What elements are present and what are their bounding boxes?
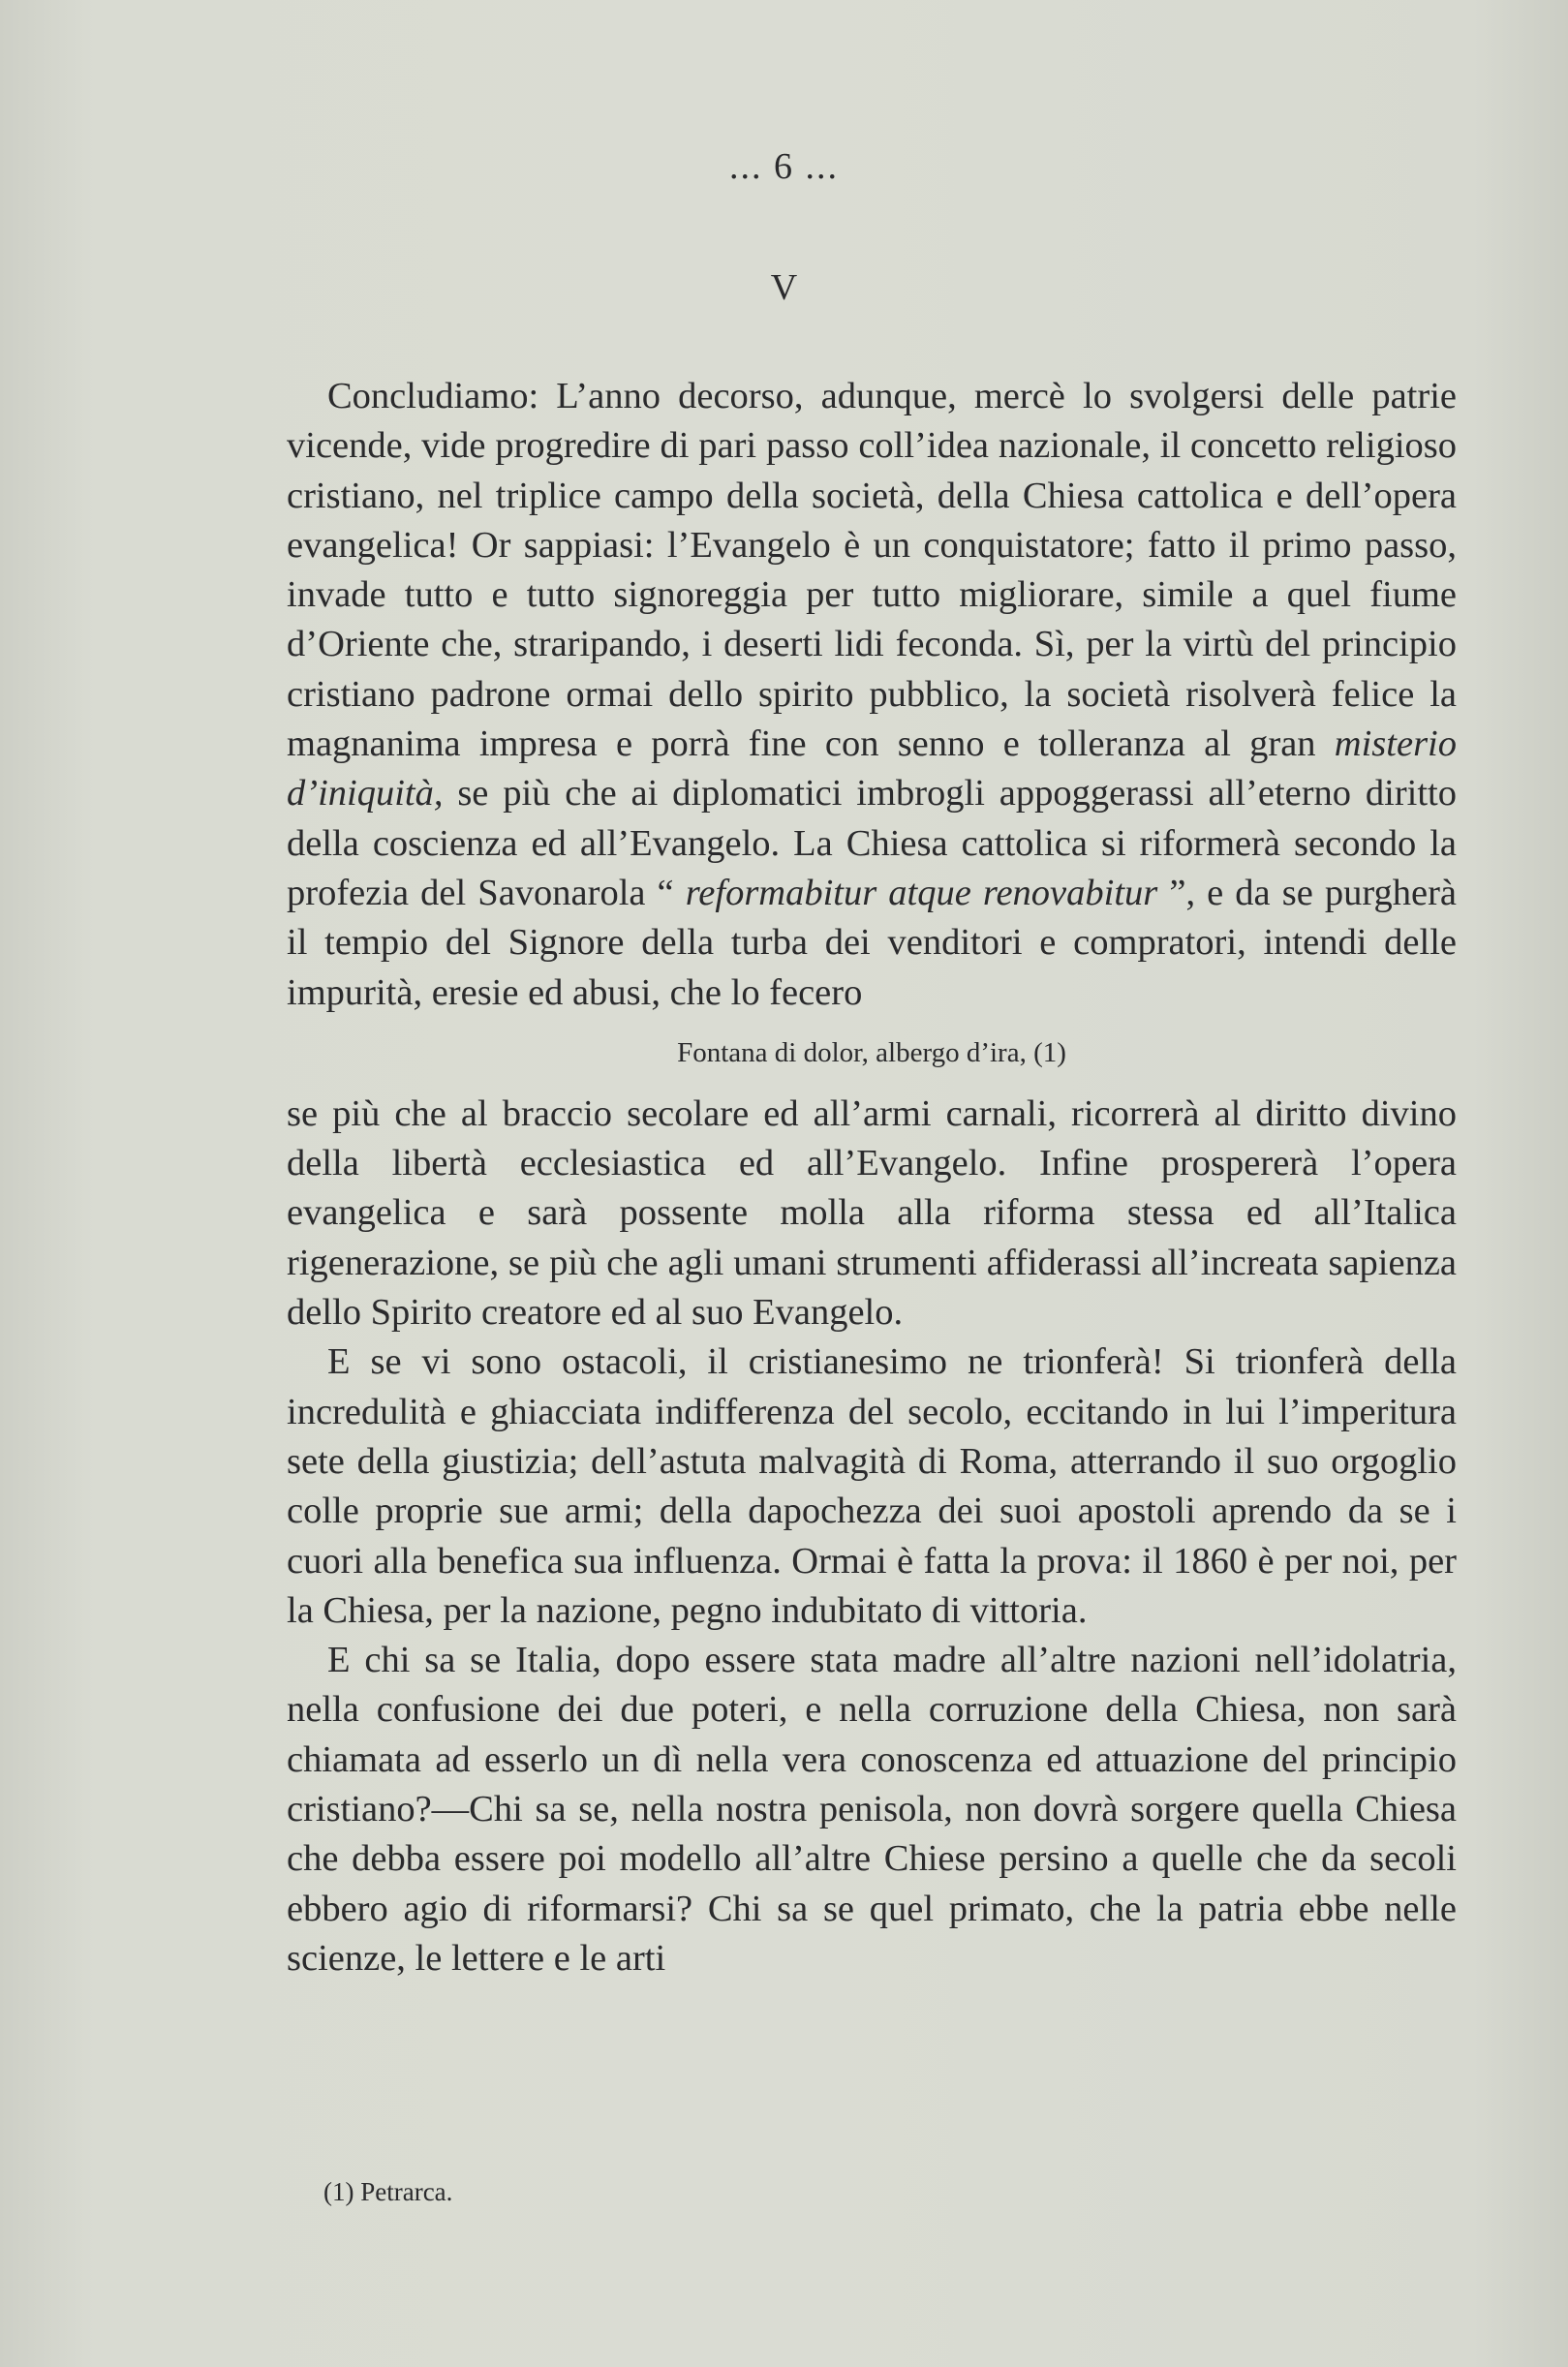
page-number: ... 6 ... (729, 146, 839, 187)
paragraph-text: Concludiamo: L’anno decorso, adunque, mercè lo svolgersi delle patrie vicende, vide progredire di pari passo coll’idea nazionale, il concetto religioso cristiano, nel triplice campo della società, della Chiesa cattolica e dell’opera evangelica! Or sappiasi: l’Evangelo è un conquistatore; fatto il primo passo, invade tutto e tutto signoreggia per tutto migliorare, simile a quel fiume d’Oriente che, straripando, i deserti lidi feconda. Sì, per la virtù del principio cristiano padrone ormai dello spirito pubblico, la società risolverà felice la magnanima impresa e porrà fine con senno e tolleranza al gran (287, 376, 1457, 765)
paragraph-obstacles: E se vi sono ostacoli, il cristianesimo ne trionferà! Si trionferà della incredulità e ghiacciata indifferenza del secolo, eccitando in lui l’imperitura sete della giustizia; dell’astuta malvagità di Roma, atterrando il suo orgoglio colle proprie sue armi; della dapochezza dei suoi apostoli aprendo da se i cuori alla benefica sua influenza. Ormai è fatta la prova: il 1860 è per noi, per la Chiesa, per la nazione, pegno indubitato di vittoria. (287, 1341, 1457, 1631)
paragraph-text: ”, e da se purgherà il tempio del Signore della turba dei venditori e compratori, intendi delle impurità, eresie ed abusi, che lo fecero (287, 872, 1457, 1013)
paragraph-continuation: se più che al braccio secolare ed all’armi carnali, ricorrerà al diritto divino della libertà ecclesiastica ed all’Evangelo. Infine prospererà l’opera evangelica e sarà possente molla alla riforma stessa ed all’Italica rigenerazione, se più che agli umani strumenti affiderassi all’increata sapienza dello Spirito creatore ed al suo Evangelo. (287, 1092, 1457, 1334)
footnote: (1) Petrarca. (323, 2177, 453, 2206)
italic-latin-quote: reformabitur atque renovabitur (685, 872, 1158, 913)
paragraph-italia: E chi sa se Italia, dopo essere stata madre all’altre nazioni nell’idolatria, nella confusione dei due poteri, e nella corruzione della Chiesa, non sarà chiamata ad esserlo un dì nella vera conoscenza ed attuazione del principio cristiano?—Chi sa se, nella nostra penisola, non dovrà sorgere quella Chiesa che debba essere poi modello all’altre Chiese persino a quelle che da secoli ebbero agio di riformarsi? Chi sa se quel primato, che la patria ebbe nelle scienze, le lettere e le arti (287, 1640, 1457, 1979)
body-text (287, 372, 1457, 1983)
section-heading: V (770, 267, 798, 308)
paragraph-conclusion (287, 372, 1457, 1018)
verse-quotation: Fontana di dolor, albergo d’ira, (1) (677, 1036, 1066, 1068)
paragraph-text: se più che ai diplomatici imbrogli appoggerassi all’eterno diritto della coscienza ed all’Evangelo. La Chiesa cattolica si riformerà secondo la profezia del Savonarola “ (287, 773, 1457, 913)
italic-phrase: misterio d’iniquità, (287, 723, 1457, 815)
